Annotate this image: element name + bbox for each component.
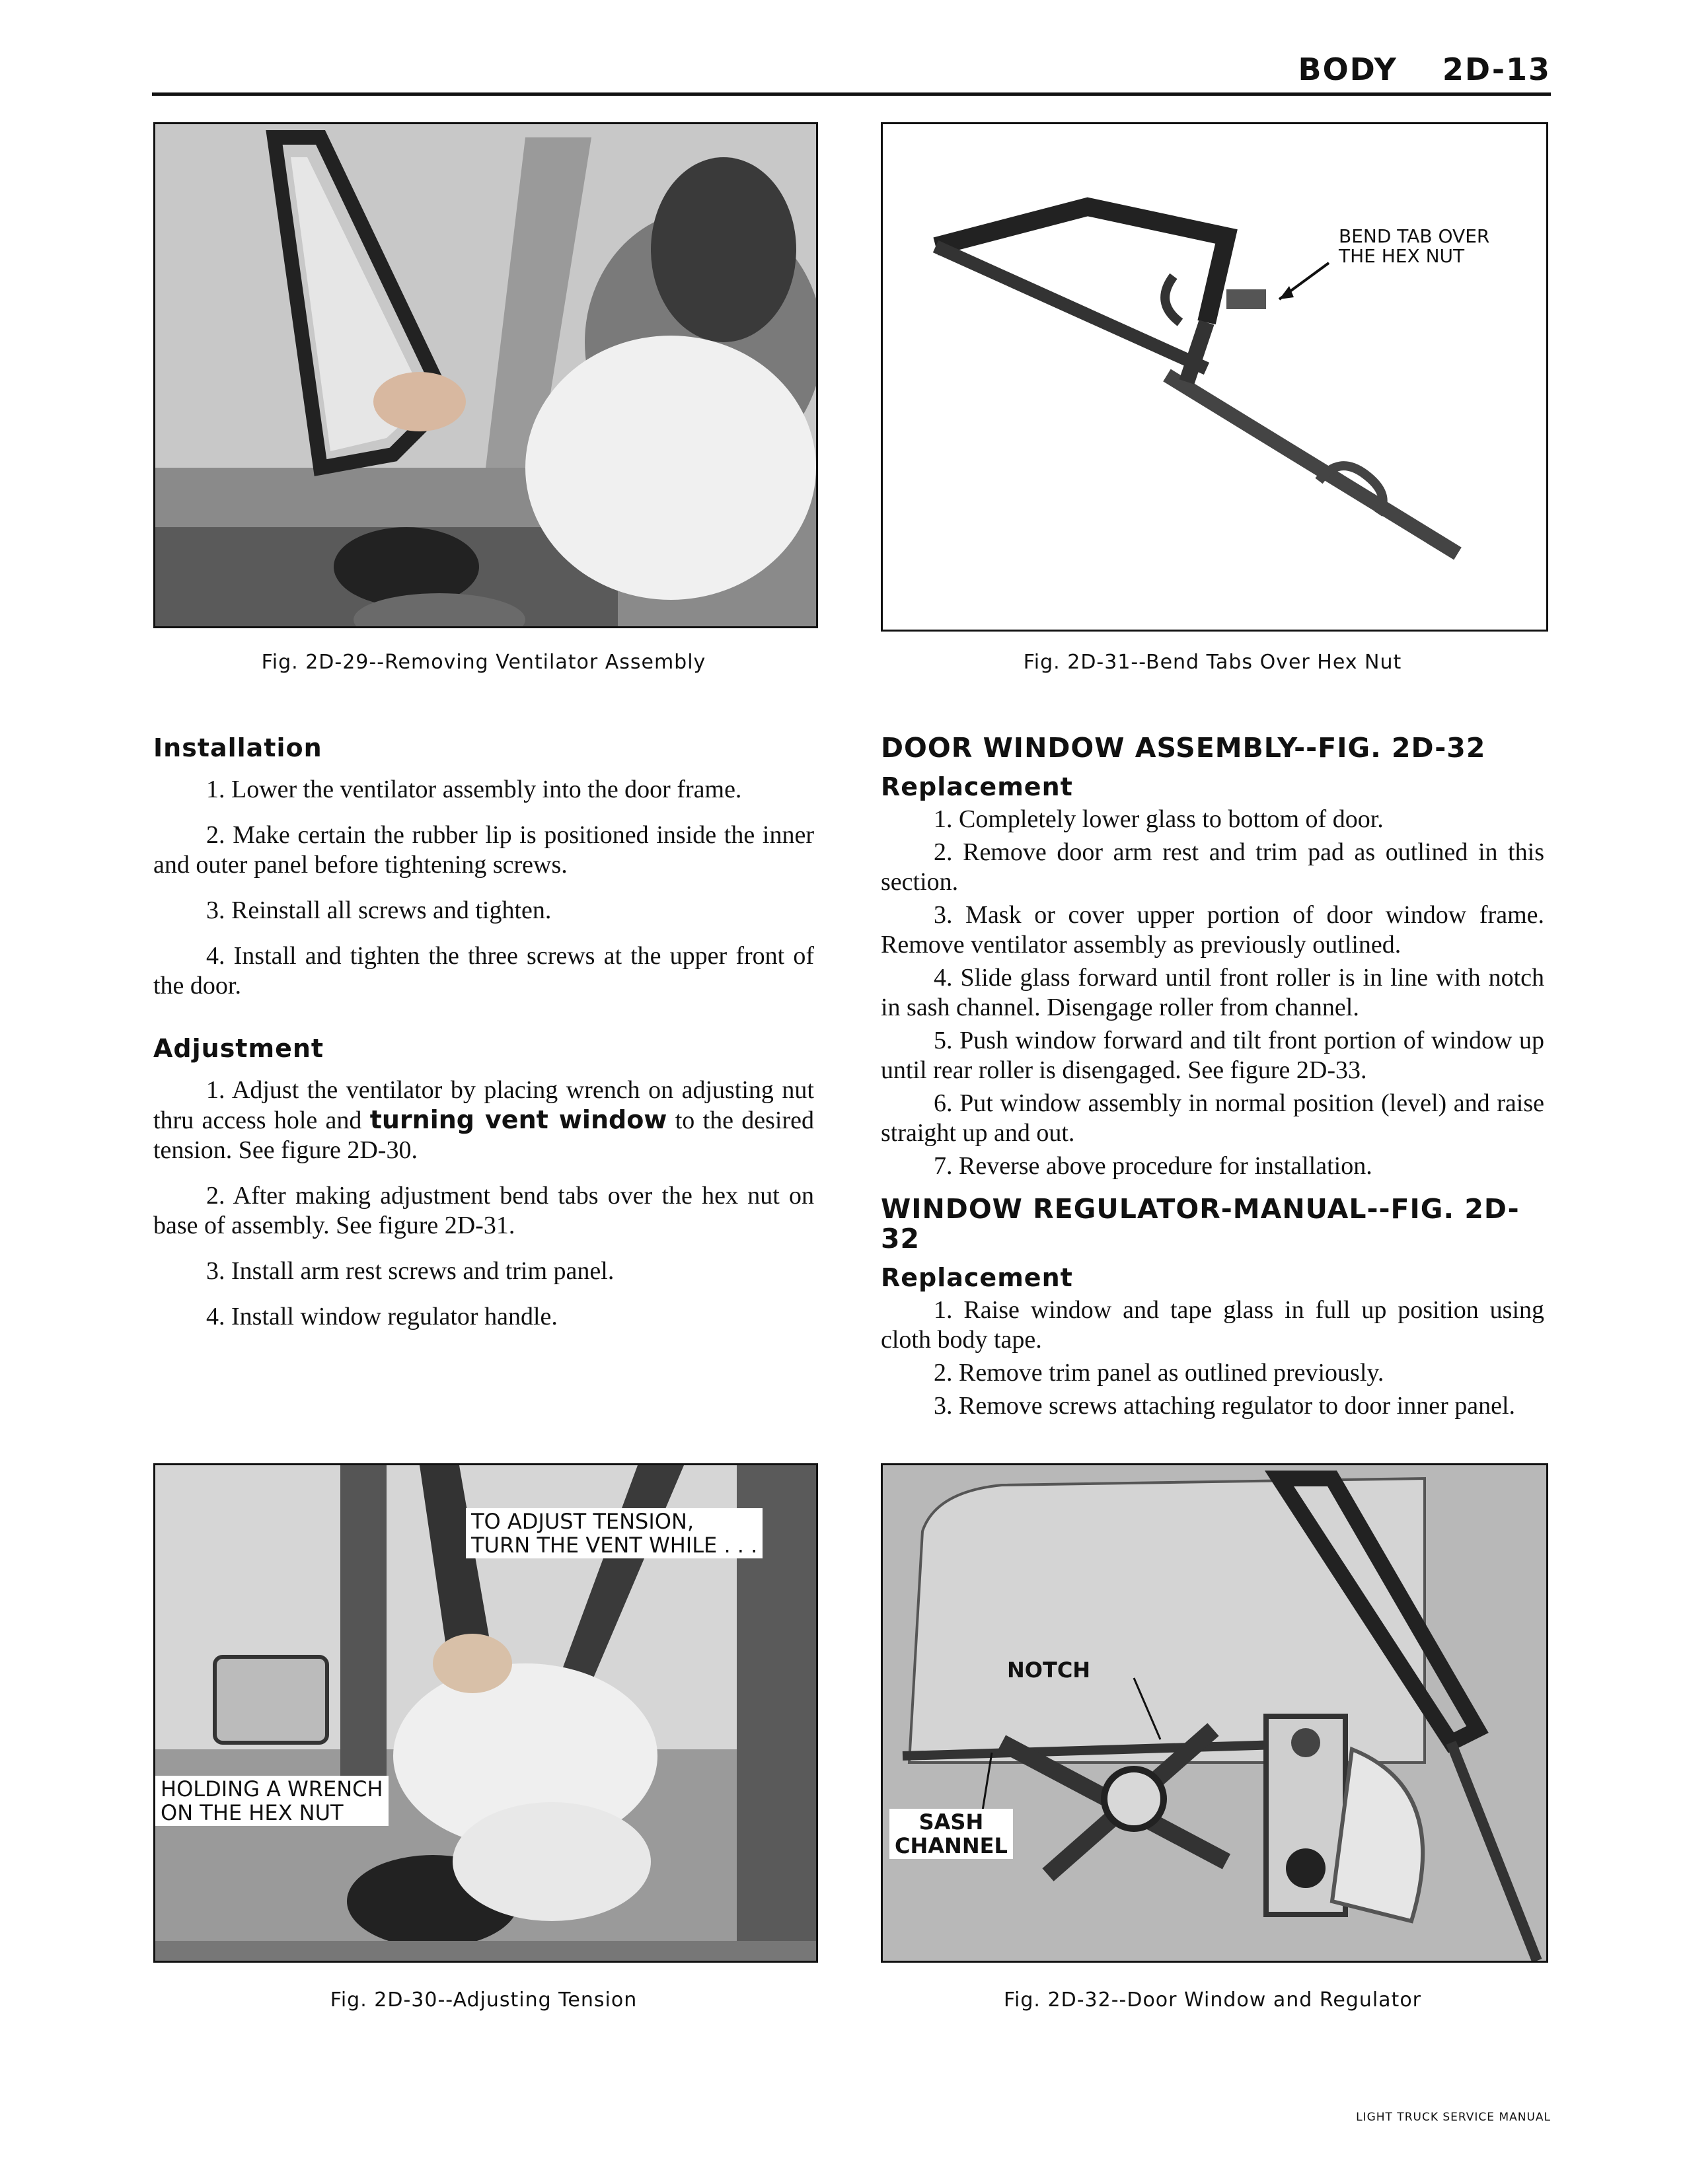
figure-door-window-regulator bbox=[881, 1463, 1548, 1963]
adjustment-step-1-bold: turning vent window bbox=[369, 1105, 667, 1134]
adjustment-step-4: 4. Install window regulator handle. bbox=[206, 1303, 558, 1330]
page-header bbox=[152, 46, 1551, 96]
page-number: 2D-13 bbox=[1442, 52, 1551, 87]
regulator-subheading: Replacement bbox=[881, 1263, 1073, 1292]
adjust-tension-line-1: TO ADJUST TENSION, bbox=[471, 1509, 694, 1534]
bend-tab-label bbox=[1339, 227, 1489, 266]
adjustment-step-2: 2. After making adjustment bend tabs over the hex nut on base of assembly. See figure 2D-31. bbox=[153, 1182, 814, 1239]
door-window-photo bbox=[883, 1465, 1546, 1961]
bend-tab-label-line-2: THE HEX NUT bbox=[1339, 245, 1465, 267]
installation-step-3: 3. Reinstall all screws and tighten. bbox=[206, 896, 552, 924]
door-window-step-4: 4. Slide glass forward until front roller is in line with notch in sash channel. Disengage roller from channel. bbox=[881, 964, 1544, 1021]
adjustment-step-1-text-a: 1. Adjust the ventilator by placing wrench on adjusting nut thru access hole and bbox=[153, 1076, 814, 1134]
installation-step-2: 2. Make certain the rubber lip is positioned inside the inner and outer panel before tightening screws. bbox=[153, 821, 814, 879]
page-footer: LIGHT TRUCK SERVICE MANUAL bbox=[1356, 2111, 1551, 2124]
door-window-step-3: 3. Mask or cover upper portion of door window frame. Remove ventilator assembly as previously outlined. bbox=[881, 901, 1544, 959]
sash-channel-label bbox=[889, 1809, 1013, 1859]
adjustment-step-1 bbox=[153, 1075, 814, 1165]
figure-adjusting-tension bbox=[153, 1463, 818, 1963]
ventilator-photo bbox=[155, 124, 816, 626]
adjustment-step-1-text-b: to the desired tension. See figure 2D-30. bbox=[153, 1107, 815, 1164]
sash-channel-line-2: CHANNEL bbox=[895, 1833, 1008, 1858]
installation-step-4: 4. Install and tighten the three screws at the upper front of the door. bbox=[153, 942, 814, 1000]
regulator-step-2: 2. Remove trim panel as outlined previously. bbox=[934, 1359, 1384, 1387]
right-column bbox=[881, 733, 1544, 1424]
holding-wrench-line-1: HOLDING A WRENCH bbox=[161, 1776, 383, 1802]
door-window-heading: DOOR WINDOW ASSEMBLY--FIG. 2D-32 bbox=[881, 732, 1486, 764]
notch-label: NOTCH bbox=[1007, 1657, 1091, 1683]
page-title bbox=[1265, 52, 1551, 87]
adjust-tension-callout bbox=[466, 1508, 763, 1558]
section-name: BODY bbox=[1298, 52, 1398, 87]
figure-caption-2d32: Fig. 2D-32--Door Window and Regulator bbox=[1003, 1988, 1422, 2012]
door-window-step-2: 2. Remove door arm rest and trim pad as outlined in this section. bbox=[881, 838, 1544, 896]
holding-wrench-line-2: ON THE HEX NUT bbox=[161, 1800, 344, 1825]
adjustment-step-3: 3. Install arm rest screws and trim panel. bbox=[206, 1257, 615, 1285]
figure-removing-ventilator bbox=[153, 122, 818, 628]
figure-caption-2d31: Fig. 2D-31--Bend Tabs Over Hex Nut bbox=[1023, 651, 1402, 674]
regulator-step-1: 1. Raise window and tape glass in full up position using cloth body tape. bbox=[881, 1296, 1544, 1354]
door-window-step-7: 7. Reverse above procedure for installation. bbox=[934, 1152, 1372, 1180]
sash-channel-line-1: SASH bbox=[918, 1809, 984, 1835]
regulator-heading: WINDOW REGULATOR-MANUAL--FIG. 2D-32 bbox=[881, 1193, 1520, 1255]
door-window-subheading: Replacement bbox=[881, 772, 1073, 801]
left-column bbox=[153, 733, 814, 1348]
installation-step-1: 1. Lower the ventilator assembly into the door frame. bbox=[206, 776, 742, 803]
adjust-tension-line-2: TURN THE VENT WHILE . . . bbox=[471, 1533, 758, 1558]
regulator-step-3: 3. Remove screws attaching regulator to door inner panel. bbox=[934, 1392, 1516, 1420]
holding-wrench-callout bbox=[155, 1776, 389, 1826]
door-window-step-5: 5. Push window forward and tilt front portion of window up until rear roller is disengaged. See figure 2D-33. bbox=[881, 1027, 1544, 1084]
door-window-step-1: 1. Completely lower glass to bottom of door. bbox=[934, 805, 1384, 833]
adjustment-heading: Adjustment bbox=[153, 1034, 324, 1063]
door-window-step-6: 6. Put window assembly in normal position (level) and raise straight up and out. bbox=[881, 1089, 1544, 1147]
figure-bend-tabs bbox=[881, 122, 1548, 632]
figure-caption-2d29: Fig. 2D-29--Removing Ventilator Assembly bbox=[261, 651, 706, 674]
figure-caption-2d30: Fig. 2D-30--Adjusting Tension bbox=[330, 1988, 638, 2012]
vent-frame-drawing bbox=[883, 124, 1546, 630]
bend-tab-label-line-1: BEND TAB OVER bbox=[1339, 225, 1490, 247]
installation-heading: Installation bbox=[153, 733, 322, 762]
